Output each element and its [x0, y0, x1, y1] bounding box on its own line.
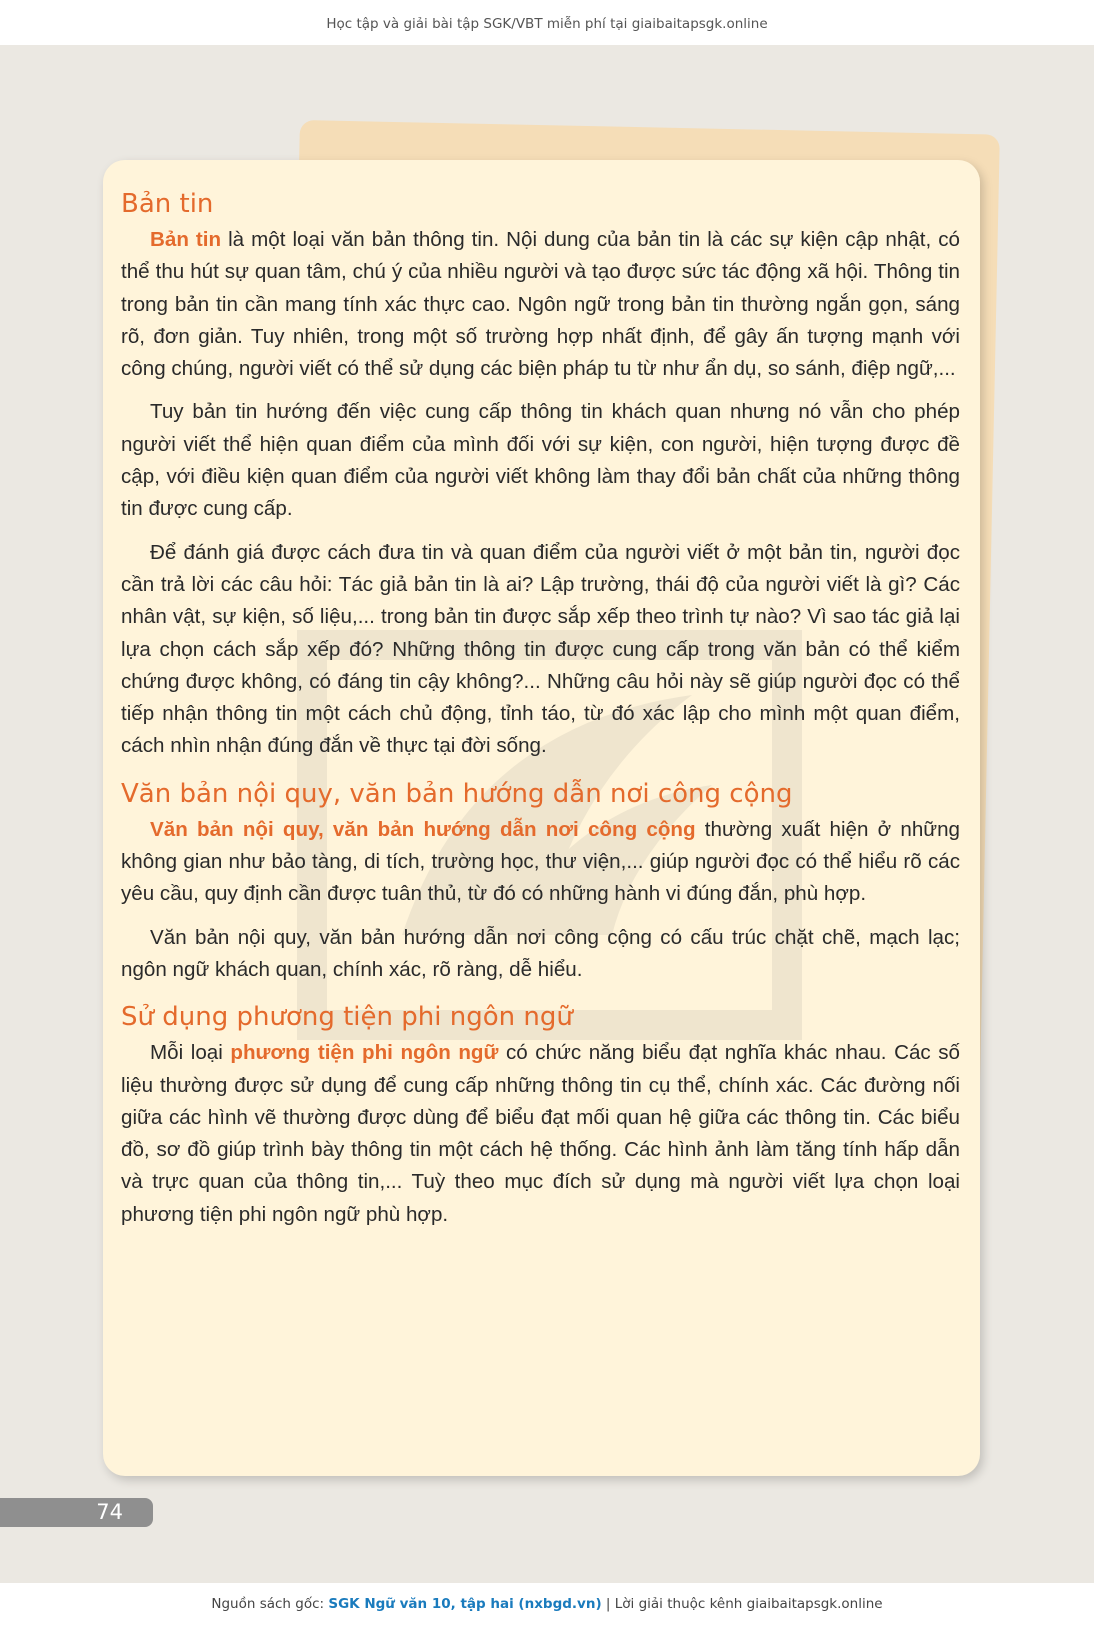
paragraph-text: là một loại văn bản thông tin. Nội dung của bản tin là các sự kiện cập nhật, có thể thu hút sự quan tâm, chú ý của nhiều người và tạo được sức tác động xã hội. Thông tin trong bản tin cần mang tính xác thực cao. Ngôn ngữ trong bản tin thường ngắn gọn, sáng rõ, đơn giản. Tuy nhiên, trong một số trường hợp nhất định, để gây ấn tượng mạnh với công chúng, người viết có thể sử dụng các biện pháp tu từ như ẩn dụ, so sánh, điệp ngữ,... — [121, 228, 960, 381]
highlight-term: phương tiện phi ngôn ngữ — [230, 1041, 499, 1065]
highlight-term: Văn bản nội quy, văn bản hướng dẫn nơi công cộng — [150, 817, 696, 841]
highlight-term: Bản tin — [150, 228, 222, 251]
paragraph: Để đánh giá được cách đưa tin và quan điểm của người viết ở một bản tin, người đọc cần trả lời các câu hỏi: Tác giả bản tin là ai? Lập trường, thái độ của người viết là gì? Các nhân vật, sự kiện, số liệu,... trong bản tin được sắp xếp theo trình tự nào? Vì sao tác giả lại lựa chọn cách sắp xếp đó? Những thông tin được cung cấp trong văn bản có thể kiểm chứng được không, có đáng tin cậy không?... Những câu hỏi này sẽ giúp người đọc có thể tiếp nhận thông tin một cách chủ động, tỉnh táo, từ đó xác lập cho mình một quan điểm, cách nhìn nhận đúng đắn về thực tại đời sống. — [121, 540, 960, 758]
section-heading: Sử dụng phương tiện phi ngôn ngữ — [121, 1002, 573, 1033]
paragraph-text: Mỗi loại — [150, 1041, 231, 1065]
footer-suffix: | Lời giải thuộc kênh giaibaitapsgk.online — [601, 1596, 883, 1612]
page-content — [121, 184, 960, 1242]
paragraph-text: có chức năng biểu đạt nghĩa khác nhau. Các số liệu thường được sử dụng để cung cấp những thông tin cụ thể, chính xác. Các đường nối giữa các hình vẽ thường được dùng để biểu đạt mối quan hệ giữa các thông tin. Các biểu đồ, sơ đồ giúp trình bày thông tin một cách hệ thống. Các hình ảnh làm tăng tính hấp dẫn và trực quan của thông tin,... Tuỳ theo mục đích sử dụng mà người viết lựa chọn loại phương tiện phi ngôn ngữ phù hợp. — [121, 1041, 961, 1226]
paragraph — [121, 814, 960, 911]
footer-source-link[interactable]: SGK Ngữ văn 10, tập hai (nxbgd.vn) — [328, 1596, 602, 1612]
paragraph: Tuy bản tin hướng đến việc cung cấp thông tin khách quan nhưng nó vẫn cho phép người viết thể hiện quan điểm của mình đối với sự kiện, con người, hiện tượng được đề cập, với điều kiện quan điểm của người viết không làm thay đổi bản chất của những thông tin được cung cấp. — [121, 400, 960, 521]
section-heading: Bản tin — [121, 189, 214, 219]
paragraph — [121, 224, 960, 385]
paragraph — [121, 1037, 960, 1231]
section-heading: Văn bản nội quy, văn bản hướng dẫn nơi công cộng — [121, 778, 793, 809]
page-number: 74 — [0, 1498, 153, 1527]
paragraph-text: thường xuất hiện ở những không gian như bảo tàng, di tích, trường học, thư viện,... giúp người đọc có thể hiểu rõ các yêu cầu, quy định cần được tuân thủ, từ đó có những hành vi đúng đắn, phù hợp. — [121, 817, 960, 906]
footer — [0, 1583, 1094, 1626]
top-banner-text: Học tập và giải bài tập SGK/VBT miễn phí tại giaibaitapsgk.online — [326, 16, 768, 32]
paragraph: Văn bản nội quy, văn bản hướng dẫn nơi công cộng có cấu trúc chặt chẽ, mạch lạc; ngôn ngữ khách quan, chính xác, rõ ràng, dễ hiểu. — [121, 925, 960, 981]
top-banner — [0, 0, 1094, 45]
footer-prefix: Nguồn sách gốc: — [211, 1596, 329, 1612]
